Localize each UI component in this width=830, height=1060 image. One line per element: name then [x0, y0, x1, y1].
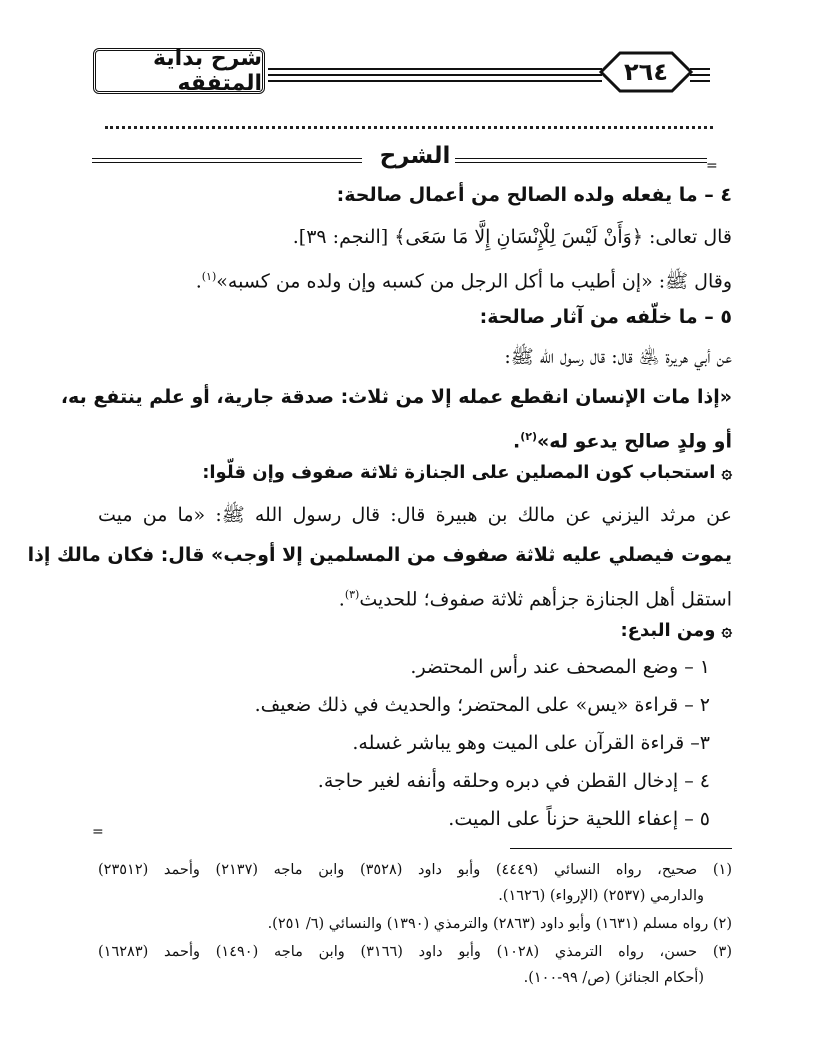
list-item: ٥ – إعفاء اللحية حزناً على الميت.	[448, 808, 710, 830]
heading-2-text: ومن البدع:	[620, 620, 716, 641]
header-rule	[268, 74, 602, 76]
heading-1-text: استحباب كون المصلين على الجنازة ثلاثة صفوف وإن قلّوا:	[202, 462, 716, 483]
section-heading: الشرح	[379, 143, 451, 169]
footnote-ref-1: (١)	[201, 270, 217, 283]
footnote-ref-3: (٣)	[344, 588, 360, 601]
heading-congregation-rows	[202, 462, 732, 483]
footnote-3-line-1: (٣) حسن، رواه الترمذي (١٠٢٨) وأبو داود (٣١٦٦) وابن ماجه (١٤٩٠) وأحمد (١٦٢٨٣)	[98, 944, 732, 960]
heading-innovations	[620, 620, 732, 641]
quran-verse-line: قال تعالى: ﴿وَأَنْ لَيْسَ لِلْإِنْسَانِ إِلَّا مَا سَعَى﴾ [النجم: ٣٩].	[292, 226, 732, 248]
dotted-separator	[105, 126, 713, 129]
hadith-1-line: وقال ﷺ: «إن أطيب ما أكل الرجل من كسبه وإن ولده من كسبه»$^{(١)}$.	[195, 270, 732, 293]
list-item: ٣– قراءة القرآن على الميت وهو يباشر غسله.	[352, 732, 710, 754]
star-icon: ۞	[721, 620, 732, 641]
list-item: ٤ – إدخال القطن في دبره وحلقه وأنفه لغير حاجة.	[317, 770, 710, 792]
footnote-ref-2: (٢)	[520, 430, 538, 443]
hadith-2-line-1: «إذا مات الإنسان انقطع عمله إلا من ثلاث: صدقة جارية، أو علم ينتفع به،	[60, 386, 732, 408]
margin-mark-icon: =	[92, 824, 104, 840]
paragraph-line-3: استقل أهل الجنازة جزأهم ثلاثة صفوف؛ للحديث$^{(٣)}$.	[338, 588, 732, 611]
section-rule-left	[92, 158, 362, 163]
footnote-1-line-2: والدارمي (٢٥٣٧) (الإرواء) (١٦٢٦).	[498, 888, 704, 904]
paragraph-3-text: استقل أهل الجنازة جزأهم ثلاثة صفوف؛ للحديث	[359, 588, 732, 611]
item-5-title: ٥ – ما خلّفه من آثار صالحة:	[479, 306, 732, 328]
footnote-separator	[510, 848, 732, 849]
item-4-title: ٤ – ما يفعله ولده الصالح من أعمال صالحة:	[336, 184, 732, 206]
footnote-2-line-1: (٢) رواه مسلم (١٦٣١) وأبو داود (٢٨٦٣) والترمذي (١٣٩٠) والنسائي (٦/ ٢٥١).	[267, 916, 732, 932]
hadith-1-text: وقال ﷺ: «إن أطيب ما أكل الرجل من كسبه وإن ولده من كسبه»	[216, 270, 732, 293]
star-icon: ۞	[721, 462, 732, 483]
footnote-3-line-2: (أحكام الجنائز) (ص/ ٩٩-١٠٠).	[523, 970, 704, 986]
list-item: ٢ – قراءة «يس» على المحتضر؛ والحديث في ذلك ضعيف.	[254, 694, 710, 716]
header-rule	[268, 80, 602, 82]
paragraph-line-2: يموت فيصلي عليه ثلاثة صفوف من المسلمين إلا أوجب» قال: فكان مالك إذا	[27, 544, 732, 566]
section-rule-right	[455, 158, 707, 163]
page-number: ٢٦٤	[624, 58, 668, 86]
list-item: ١ – وضع المصحف عند رأس المحتضر.	[410, 656, 710, 678]
paragraph-line-1: عن مرثد اليزني عن مالك بن هبيرة قال: قال رسول الله ﷺ: «ما من ميت	[98, 504, 732, 526]
margin-mark-icon: =	[706, 158, 718, 174]
book-title: شرح بداية المتفقه	[93, 48, 265, 94]
hadith-2-line-2: أو ولدٍ صالح يدعو له»$^{(٢)}$.	[513, 430, 732, 453]
header-rule	[268, 68, 602, 70]
hadith-2-text: أو ولدٍ صالح يدعو له»	[537, 430, 732, 453]
narration-line: عن أبي هريرة ﵁ قال: قال رسول الله ﷺ:	[504, 346, 732, 368]
footnote-1-line-1: (١) صحيح، رواه النسائي (٤٤٤٩) وأبو داود (٣٥٢٨) وابن ماجه (٢١٣٧) وأحمد (٢٣٥١٢)	[98, 862, 732, 878]
